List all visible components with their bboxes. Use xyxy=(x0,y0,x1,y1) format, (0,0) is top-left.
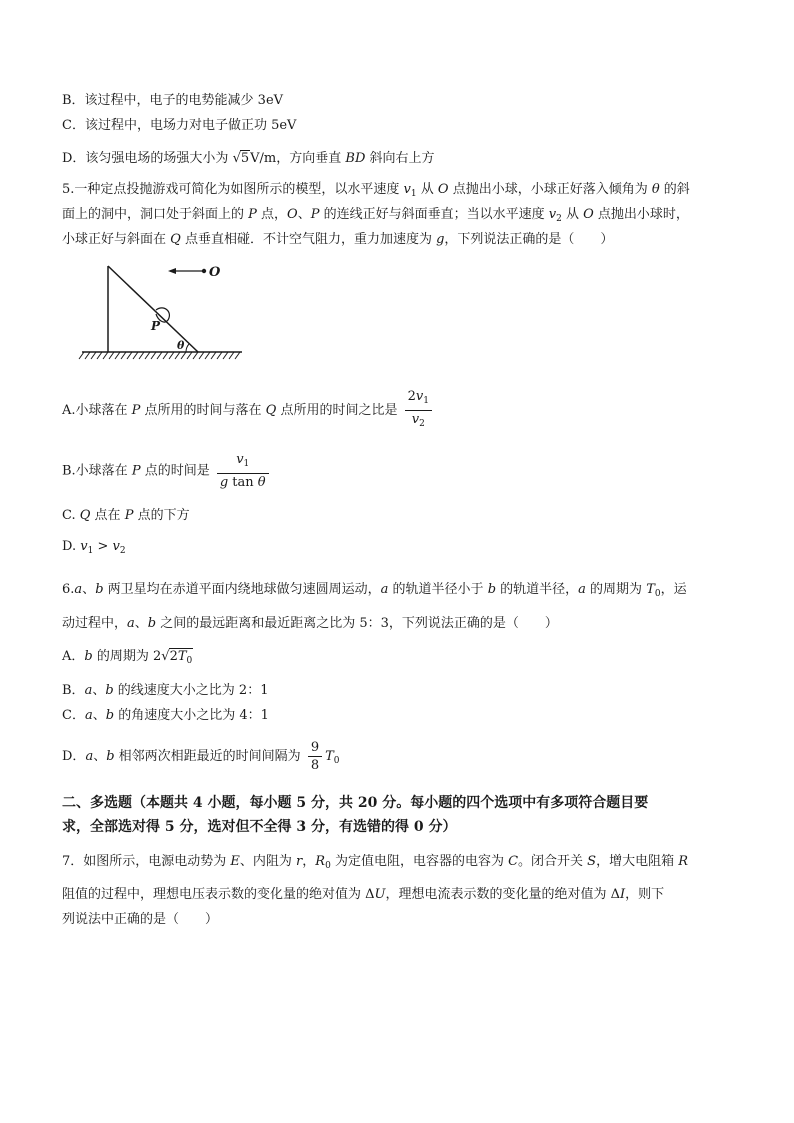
label-o: O xyxy=(209,265,221,280)
q7-stem-line2: 阻值的过程中，理想电压表示数的变化量的绝对值为 ΔU，理想电流表示数的变化量的绝对值为 ΔI，则下 xyxy=(62,887,665,902)
fraction-v1-gtan: $\frac{v_1}{\text{g tan θ}}$ xyxy=(217,452,269,490)
q6-option-b: B．a、b 的线速度大小之比为 2：1 xyxy=(62,683,269,698)
theta-arc xyxy=(186,344,189,352)
sqrt-2t0: $2T_0$ xyxy=(169,648,194,669)
q5-option-a: A.小球落在 P 点所用的时间与落在 Q 点所用的时间之比是 $\frac{2v_1}{v_2}$ xyxy=(62,389,435,432)
q4-option-c: C．该过程中，电场力对电子做正功 5eV xyxy=(62,118,297,133)
q5-option-d: D. $v_1 > v_2$ xyxy=(62,539,126,556)
q6-stem-line1: 6.a、b 两卫星均在赤道平面内绕地球做匀速圆周运动，a 的轨道半径小于 b 的轨道半径，a 的周期为 $T_0$，运 xyxy=(62,582,687,599)
q6-option-a: A．b 的周期为 $2√2T_0$ xyxy=(62,648,193,669)
label-p: P xyxy=(151,319,161,333)
q5-stem-line2: 面上的洞中，洞口处于斜面上的 P 点，O、P 的连线正好与斜面垂直；当以水平速度 $v_2$ 从 O 点抛出小球时， xyxy=(62,207,689,224)
sqrt-5: 5 xyxy=(240,151,250,166)
q4-option-d: D．该匀强电场的场强大小为 √5V/m，方向垂直 BD 斜向右上方 xyxy=(62,151,435,166)
q5-option-c: C. Q 点在 P 点的下方 xyxy=(62,508,190,523)
q6-option-c: C．a、b 的角速度大小之比为 4：1 xyxy=(62,708,269,723)
section2-heading-line2: 求，全部选对得 5 分，选对但不全得 3 分，有选错的得 0 分） xyxy=(62,819,457,835)
q4-option-b: B．该过程中，电子的电势能减少 3eV xyxy=(62,93,284,108)
q5-stem-line1: 5.一种定点投抛游戏可简化为如图所示的模型，以水平速度 $v_1$ 从 O 点抛出小球，小球正好落入倾角为 θ 的斜 xyxy=(62,182,690,199)
q7-stem-line1: 7．如图所示，电源电动势为 E、内阻为 r，$R_0$ 为定值电阻，电容器的电容为 C。闭合开关 S，增大电阻箱 R xyxy=(62,854,689,871)
section2-heading-line1: 二、多选题（本题共 4 小题，每小题 5 分，共 20 分。每小题的四个选项中有多项符合题目要 xyxy=(62,795,649,811)
point-o xyxy=(202,269,206,273)
q5-option-b: B.小球落在 P 点的时间是 $\frac{v_1}{\text{g tan θ}}$ xyxy=(62,452,272,490)
fraction-9-8: $\frac{9}{8}$ xyxy=(308,740,322,773)
q6-option-d: D．a、b 相邻两次相距最近的时间间隔为 $\frac{9}{8}$ $T_0$ xyxy=(62,740,340,773)
incline-slope xyxy=(108,266,198,352)
q7-stem-line3: 列说法中正确的是（ ） xyxy=(62,912,219,927)
ground-hatch xyxy=(79,352,240,359)
q6-stem-line2: 动过程中，a、b 之间的最远距离和最近距离之比为 5：3，下列说法正确的是（ ） xyxy=(62,616,558,631)
fraction-2v1-v2: $\frac{2v_1}{v_2}$ xyxy=(405,389,432,432)
label-theta: θ xyxy=(177,339,185,352)
q5-stem-line3: 小球正好与斜面在 Q 点垂直相碰．不计空气阻力，重力加速度为 g，下列说法正确的是（ ） xyxy=(62,232,614,247)
q5-incline-figure xyxy=(78,258,248,368)
velocity-arrowhead xyxy=(168,268,176,274)
